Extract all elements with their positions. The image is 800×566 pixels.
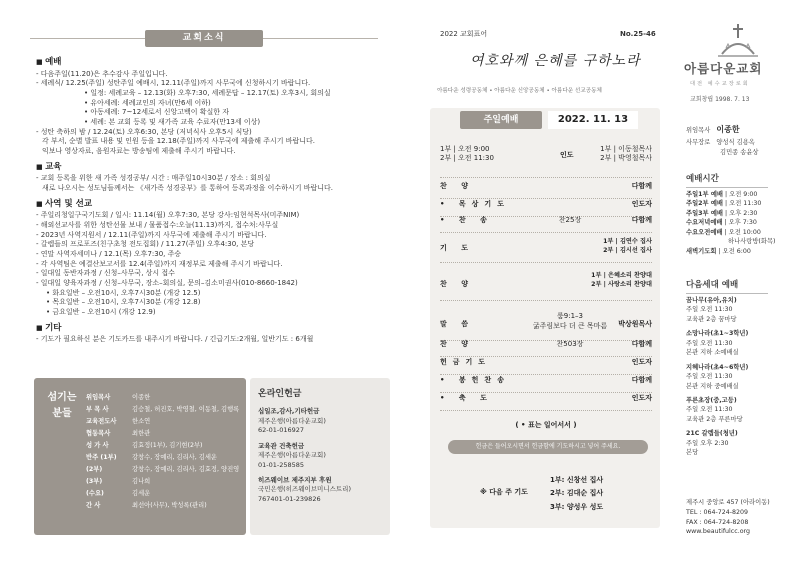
ministry-detail: 교육관 2층 꿈마당: [686, 315, 737, 323]
offering-account-line: 01-01-258585: [258, 460, 305, 469]
ministry-group: [686, 396, 748, 424]
order-label: • 축 도: [440, 394, 493, 402]
offering-account-title: 교육관 건축헌금: [258, 441, 305, 450]
offering-account-line: 제주은행(아름다운교회): [258, 451, 326, 460]
servant-row: [86, 452, 239, 464]
service-time-value: 오전 10:00: [728, 228, 761, 236]
news-line: • 목요일반 – 오전10시, 오후7시30분 (개강 12.8): [46, 298, 201, 307]
order-person-line: 박상원목사: [618, 320, 652, 328]
order-row: [440, 340, 652, 354]
service-time: 주일2부 예배 | 오전 11:30: [686, 200, 762, 208]
service-time: 주일3부 예배 | 오후 2:30: [686, 209, 758, 217]
section-title: ■ 예배: [36, 57, 386, 69]
news-line: - 다음주일(11.20)은 추수감사 주일입니다.: [36, 69, 168, 78]
divider: [440, 232, 652, 233]
news-line: 각 부서, 순별 발표 내용 및 인원 등을 12.18(주일)까지 사무국에 제출해 주시기 바랍니다.: [42, 137, 316, 146]
offering-account-line: 767401-01-239826: [258, 494, 321, 503]
divider: [440, 356, 652, 357]
servant-role: 위임목사: [86, 394, 111, 401]
section-title: ■ 사역 및 선교: [36, 199, 386, 211]
service-time: 주일1부 예배 | 오전 9:00: [686, 191, 758, 198]
service-time-name: 주일3부 예배: [686, 209, 723, 217]
order-person-line: 인도자: [631, 358, 652, 366]
pastor-line: 위임목사 이종한: [686, 125, 740, 134]
section-title: ■ 교육: [36, 162, 386, 174]
service-time: 수요저녁예배 | 오후 7:30: [686, 219, 757, 227]
edition-label: 2022 교회표어: [440, 30, 488, 38]
offering-account: [258, 407, 382, 435]
servant-role: 교육전도사: [86, 417, 117, 425]
service-time-value: 오후 7:30: [728, 219, 757, 227]
divider: [440, 177, 652, 178]
order-row: [440, 394, 652, 408]
news-line: • 아동세례: 7~12세로서 신앙고백이 확실한 자: [84, 108, 230, 117]
divider: [440, 198, 652, 199]
order-person-line: 다함께: [631, 182, 652, 190]
contact-info: 제주시 중앙로 457 (아라이동) TEL : 064-724-8209 FAX : 064-724-8208 www.beautifulcc.org: [686, 499, 770, 536]
servant-names: 김세운: [132, 489, 151, 497]
order-label: • 찬 송: [440, 216, 493, 224]
church-news: [36, 52, 386, 345]
ministry-name: 21C 갈렙들(청년): [686, 430, 738, 438]
divider: [440, 262, 652, 263]
order-person-line: 다함께: [631, 340, 652, 348]
order-person: [632, 340, 652, 350]
church-logo-icon: [716, 20, 760, 60]
office-line-2: 김민종 송윤상: [720, 149, 759, 156]
divider: [686, 293, 768, 294]
news-line: - 일대일 동반자과정 / 신청–사무국, 상시 접수: [36, 269, 175, 278]
section-title: ■ 기타: [36, 323, 386, 335]
servant-names: 한소연: [132, 417, 151, 425]
service-time-value: 오전 9:00: [729, 191, 758, 198]
offering-account-line: 제주은행(아름다운교회): [258, 416, 326, 425]
service-time-value: 오후 2:30: [729, 209, 758, 217]
order-detail-line: 찬25장: [558, 216, 582, 224]
ministry-detail: 주일 오전 11:30: [686, 306, 733, 314]
service-time: 새벽기도회 | 오전 6:00: [686, 247, 751, 255]
service-times-list: [686, 190, 776, 256]
servant-row: [86, 500, 239, 512]
order-detail: [530, 340, 610, 350]
motto: 여호와께 은혜를 구하노라: [470, 53, 641, 69]
servant-row: [86, 440, 239, 452]
ministry-detail: 본당: [686, 449, 699, 457]
order-person: [632, 182, 652, 192]
ministry-detail: 교육관 2층 푸른마당: [686, 415, 743, 423]
offering-account-line: 62-01-016927: [258, 426, 305, 435]
ministry-detail: 주일 오후 2:30: [686, 439, 729, 447]
order-person-line: 다함께: [631, 376, 652, 384]
news-line: 익보나 영상자료, 음원자료는 방송팀에 제출해 주시기 바랍니다.: [42, 146, 236, 155]
service-time-name: 주일1부 예배: [686, 191, 723, 198]
order-detail-line: 굶주림보다 더 큰 목마름: [532, 321, 608, 330]
servant-role: 협동목사: [86, 429, 111, 437]
ministry-group: [686, 329, 748, 357]
servant-names: 최선아(사무), 박성록(관리): [132, 501, 207, 509]
worship-tag: 주일예배: [460, 111, 542, 129]
service-time-value: 오전 6:00: [722, 247, 751, 255]
order-detail: [530, 312, 610, 331]
church-subname: 대전 예수교장로회: [690, 81, 750, 87]
servants-title: 섬기는 분들: [47, 392, 77, 419]
leader-label: 인도: [560, 151, 574, 159]
office-line: 사무장로 양성식 김용옥: [686, 139, 755, 146]
order-detail-line: 찬503장: [556, 340, 584, 348]
servants-list: [86, 392, 239, 512]
order-label: 찬 양: [440, 182, 474, 190]
servant-names: 강창수, 장예리, 김리사, 김효정, 양진영: [132, 465, 240, 473]
order-person: [632, 200, 652, 210]
ministry-name: 지혜나라(초4~6학년): [686, 363, 749, 371]
service-time-name: 새벽기도회: [686, 247, 717, 255]
news-line: - 세례식/ 12.25(주일) 성탄주일 예배시, 12.11(주일)까지 사무국에 신청하시기 바랍니다.: [36, 79, 311, 88]
order-label: • 목상기도: [440, 200, 510, 208]
servant-names: 이종한: [132, 394, 151, 401]
servant-role: 간 사: [86, 501, 101, 509]
next-gen-list: [686, 296, 748, 463]
offering-account-title: 히즈웨이브 제주지부 후원: [258, 475, 332, 484]
servant-role: 반주 (1부): [86, 453, 117, 461]
servant-row: [86, 392, 239, 404]
order-row: [440, 182, 652, 196]
divider: [440, 392, 652, 393]
worship-date: 2022. 11. 13: [548, 111, 638, 129]
news-line: - 성탄 축하의 밤 / 12.24(토) 오후6:30, 본당 (저녁식사 오후5시 식당): [36, 127, 252, 136]
service-time-name: 수요저녁예배: [686, 219, 723, 227]
issue-number: No.25-46: [620, 30, 656, 38]
order-label: 찬 양: [440, 340, 474, 348]
news-line: - 갈렙들의 프로포즈(친구초청 전도집회) / 11.27(주일) 오후4:30, 본당: [36, 240, 255, 249]
stand-note: ( • 표는 일어서서 ): [515, 421, 577, 429]
order-label: 기 도: [440, 244, 474, 252]
order-person: [632, 394, 652, 404]
order-label: • 봉헌찬송: [440, 376, 510, 384]
service-times: 1부 | 오전 9:00 2부 | 오전 11:30 인도 1부 | 이동철목사 2부 | 박영철목사: [440, 145, 652, 163]
ministry-detail: 주일 오전 11:30: [686, 406, 733, 414]
offering-account: [258, 442, 382, 470]
divider: [686, 187, 768, 188]
news-line: • 일정: 세례교육 – 12.13(화) 오후7:30, 세례문답 – 12.17(토) 오후3시, 회의실: [84, 89, 331, 98]
news-badge: 교회소식: [145, 30, 263, 47]
servants-panel: [34, 378, 246, 535]
order-row: [440, 358, 652, 372]
servant-names: 강창수, 장예리, 김리사, 김세운: [132, 453, 218, 461]
order-person: [591, 272, 652, 289]
order-person-line: 인도자: [631, 394, 652, 402]
ministry-detail: 주일 오전 11:30: [686, 373, 733, 381]
offering-note: 헌금은 들어오시면서 헌금함에 기도하시고 넣어 주세요.: [448, 440, 648, 454]
ministry-name: 꿈나무(유아,유치): [686, 297, 737, 304]
church-mission: 아름다운 성령공동체 • 아름다운 신앙공동체 • 아름다운 선교공동체: [437, 88, 602, 94]
news-line: 새로 나오시는 성도님들께서는 《새가족 성경공부》를 통하여 등록과정을 이수하시기 바랍니다.: [42, 184, 333, 192]
news-line: • 금요일반 – 오전10시 (개강 12.9): [46, 307, 156, 316]
order-person-line: 2부 | 김시선 집사: [603, 246, 652, 254]
service-time: 수요오전예배 | 오전 10:00: [686, 228, 761, 236]
ministry-group: [686, 429, 748, 457]
offering-account-line: 국민은행(히즈웨이브미니스트리): [258, 485, 351, 494]
servant-role: 부 목 사: [86, 405, 109, 413]
ministry-detail: 본관 지하 중예배실: [686, 382, 739, 390]
order-person-line: 인도자: [631, 200, 652, 208]
ministry-detail: 본관 지하 소예배실: [686, 349, 739, 357]
order-person: [632, 216, 652, 226]
servant-role: (2부): [86, 465, 103, 473]
servant-row: [86, 428, 239, 440]
order-person-line: 2부 | 사랑소리 찬양대: [591, 280, 652, 288]
order-row: [440, 312, 652, 338]
order-person: [618, 320, 652, 330]
servant-role: 성 가 사: [86, 441, 109, 449]
service-time-name: 주일2부 예배: [686, 200, 723, 208]
church-established: 교회창립 1998. 7. 13: [690, 96, 750, 103]
servant-row: [86, 476, 239, 488]
ministry-name: 푸른초장(중,고등): [686, 396, 737, 404]
order-label: 찬 양: [440, 280, 474, 288]
ministry-group: [686, 363, 748, 391]
servant-row: [86, 416, 239, 428]
news-line: - 주일리청일구국기도회 / 일시: 11.14(월) 오후7:30, 본당 강사:임현석목사(미주NIM): [36, 211, 300, 220]
divider: [440, 300, 652, 301]
online-offering-panel: [250, 378, 390, 535]
offering-account: [258, 476, 382, 504]
service-time: [686, 237, 776, 246]
next-gen-title: 다음세대 예배: [686, 280, 739, 290]
news-line: - 교회 등록을 위한 새 가족 성경공부/ 시간 : 매주일10시30분 / 장소 : 회의실: [36, 174, 271, 183]
servant-names: 김효정(1부), 김기현(2부): [132, 441, 203, 449]
service-time-value: 하나사랑방(화목): [728, 238, 776, 246]
news-line: - 일대일 양육자과정 / 신청–사무국, 장소–회의실, 문의–김소미권사(010-8660-1842): [36, 278, 298, 287]
order-row: [440, 376, 652, 390]
divider: [440, 410, 652, 411]
news-line: • 화요일반 – 오전10시, 오후7시30분 (개강 12.5): [46, 288, 201, 297]
servant-role: (수요): [86, 489, 104, 497]
online-offering-title: 온라인헌금: [258, 389, 302, 399]
news-line: - 연말 사역자세미나 / 12.1(목) 오후7:30, 주승: [36, 250, 182, 258]
order-row: [440, 200, 652, 214]
news-line: - 2023년 사역지원서 / 12.11(주일)까지 사무국에 제출해 주시기 바랍니다.: [36, 230, 267, 239]
order-person-line: 1부 | 은혜소리 찬양대: [591, 272, 652, 279]
service-time-name: 수요오전예배: [686, 228, 723, 236]
order-label: 말 씀: [440, 320, 474, 328]
servant-row: [86, 404, 239, 416]
servant-names: 김나희: [132, 477, 151, 485]
service-times-title: 예배시간: [686, 174, 719, 184]
worship-header: [430, 111, 660, 129]
order-row: [440, 216, 652, 230]
order-person: [632, 376, 652, 386]
news-line: - 해외선교사를 위한 성탄선물 보내 / 물품접수:오늘(11.13)까지, 접수처:사무실: [36, 221, 279, 230]
ministry-group: [686, 296, 748, 324]
order-person: [603, 238, 652, 255]
order-row: [440, 272, 652, 298]
ministry-name: 소망나라(초1~3학년): [686, 330, 749, 338]
ministry-detail: 주일 오전 11:30: [686, 339, 733, 347]
servant-row: [86, 464, 239, 476]
order-person: [632, 358, 652, 368]
offering-account-title: 십일조,감사,기타헌금: [258, 407, 320, 416]
news-line: - 각 사역팀은 예결산보고서를 12.4(주일)까지 재정부로 제출해 주시기 바랍니다.: [36, 259, 283, 268]
servant-names: 김승철, 허진호, 박영철, 이동철, 김행록: [132, 405, 240, 413]
next-prayer: ※ 다음 주 기도 1부: 신창선 집사 2부: 김대순 집사 3부: 양성우 성도: [480, 476, 604, 511]
divider: [440, 374, 652, 375]
servant-role: (3부): [86, 477, 103, 485]
church-name: 아름다운교회: [684, 61, 763, 76]
order-detail: [530, 216, 610, 226]
order-row: [440, 238, 652, 260]
news-line: • 세례: 본 교회 등록 및 새가족 교육 수료자(만13세 이상): [84, 118, 261, 126]
news-line: - 기도가 필요하신 분은 기도카드를 내주시기 바랍니다. / 긴급기도:2개월, 일반기도 : 6개월: [36, 335, 314, 344]
news-line: • 유아세례: 세례교인의 자녀(만6세 이하): [84, 98, 211, 107]
order-person-line: 1부 | 김연수 집사: [603, 238, 652, 245]
order-person-line: 다함께: [631, 216, 652, 224]
order-detail-line: 룸9:1–3: [557, 312, 583, 320]
servant-row: [86, 488, 239, 500]
order-label: 헌금기도: [440, 358, 492, 366]
service-time-value: 오전 11:30: [729, 200, 762, 208]
servant-names: 최한관: [132, 429, 151, 437]
